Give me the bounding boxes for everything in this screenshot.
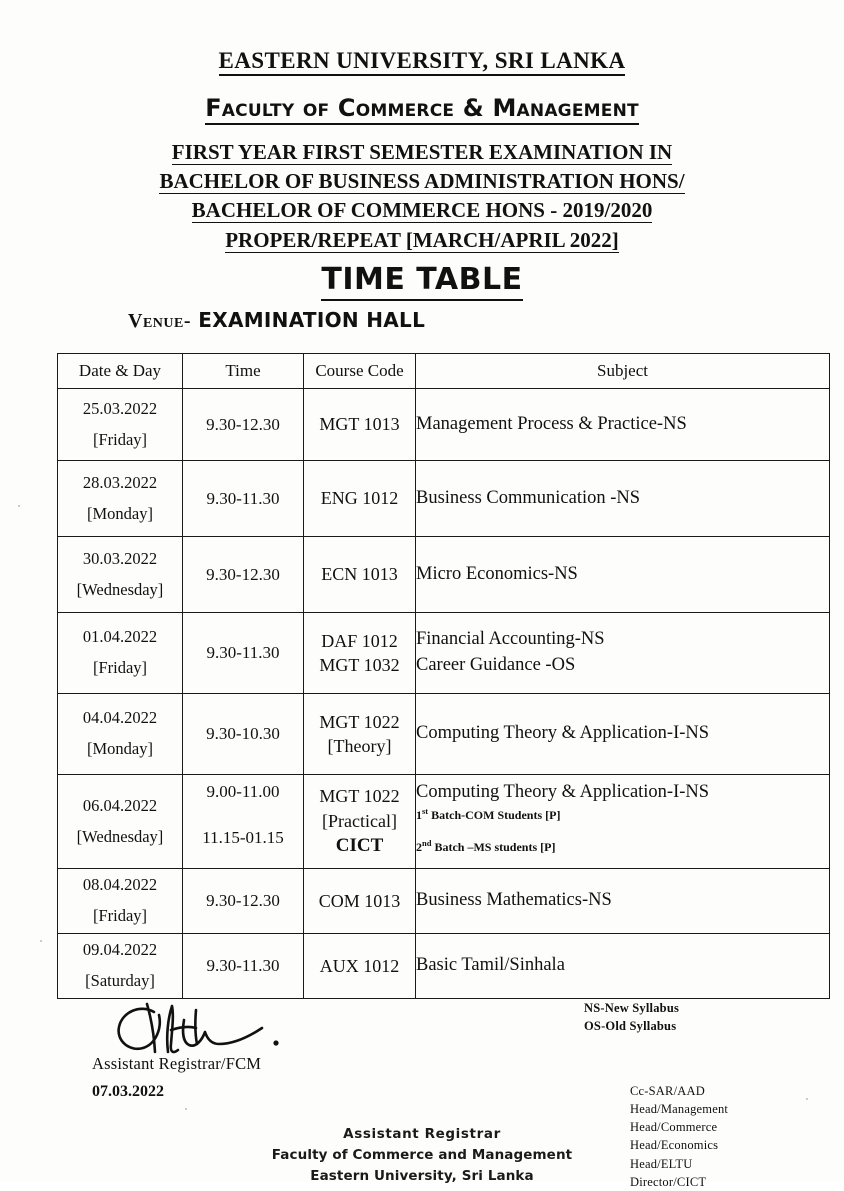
exam-time: 9.30-12.30 bbox=[206, 414, 280, 434]
exam-day: [Wednesday] bbox=[76, 579, 164, 599]
course-code-qualifier: [Practical] bbox=[322, 810, 397, 831]
course-code: COM 1013 bbox=[318, 890, 401, 911]
stamp-line-2: Faculty of Commerce and Management bbox=[271, 1146, 573, 1163]
course-code: ECN 1013 bbox=[321, 564, 398, 585]
exam-day: [Friday] bbox=[92, 906, 148, 925]
venue-value: EXAMINATION HALL bbox=[198, 308, 426, 332]
faculty-name-text: Faculty of Commerce & Management bbox=[205, 94, 639, 125]
cell-date bbox=[58, 934, 183, 999]
timetable bbox=[57, 353, 830, 999]
cell-time bbox=[183, 389, 304, 461]
university-name-text: EASTERN UNIVERSITY, SRI LANKA bbox=[219, 48, 626, 76]
exam-date: 06.04.2022 bbox=[82, 795, 158, 815]
exam-title-line-4-text: PROPER/REPEAT [MARCH/APRIL 2022] bbox=[225, 228, 619, 252]
subject-name: Basic Tamil/Sinhala bbox=[416, 955, 565, 976]
cc-list-item: Director/CICT bbox=[630, 1174, 707, 1189]
column-header-date: Date & Day bbox=[58, 354, 183, 389]
cell-time bbox=[183, 775, 304, 869]
cell-subject bbox=[416, 869, 830, 934]
table-row bbox=[58, 775, 830, 869]
exam-date: 25.03.2022 bbox=[82, 398, 158, 418]
exam-title-line-4 bbox=[0, 228, 844, 253]
university-name bbox=[0, 48, 844, 74]
page-title bbox=[0, 262, 844, 297]
cell-date bbox=[58, 869, 183, 934]
cell-course-code bbox=[304, 934, 416, 999]
table-row bbox=[58, 934, 830, 999]
stamp-line-1: Assistant Registrar bbox=[343, 1126, 501, 1142]
syllabus-legend bbox=[584, 1000, 679, 1036]
scan-speck bbox=[185, 1108, 187, 1110]
cell-subject bbox=[416, 461, 830, 537]
course-code-qualifier: [Theory] bbox=[327, 736, 392, 756]
subject-name: Financial Accounting-NS bbox=[416, 629, 605, 650]
cell-subject bbox=[416, 934, 830, 999]
course-code: MGT 1032 bbox=[319, 655, 400, 675]
time-spacer bbox=[183, 805, 303, 825]
cell-course-code bbox=[304, 537, 416, 613]
signature-date: 07.03.2022 bbox=[92, 1083, 164, 1100]
exam-title-line-2 bbox=[0, 169, 844, 194]
scan-speck bbox=[40, 940, 42, 942]
cell-time bbox=[183, 934, 304, 999]
subject-note-batch-2: 2nd Batch –MS students [P] bbox=[416, 837, 556, 854]
exam-time: 9.00-11.00 bbox=[206, 782, 280, 801]
handwritten-signature-icon bbox=[110, 1000, 325, 1058]
subject-name: Management Process & Practice-NS bbox=[416, 413, 687, 434]
table-row bbox=[58, 537, 830, 613]
exam-day: [Friday] bbox=[92, 658, 148, 677]
cc-list-item: Cc-SAR/AAD bbox=[630, 1084, 705, 1098]
exam-day: [Friday] bbox=[92, 429, 148, 449]
cell-course-code bbox=[304, 694, 416, 775]
cell-course-code bbox=[304, 775, 416, 869]
exam-time: 9.30-11.30 bbox=[206, 488, 280, 508]
cell-date bbox=[58, 775, 183, 869]
cell-subject bbox=[416, 775, 830, 869]
course-code: ENG 1012 bbox=[320, 488, 399, 509]
official-stamp bbox=[0, 1124, 844, 1187]
exam-time: 11.15-01.15 bbox=[202, 827, 284, 847]
cell-date bbox=[58, 694, 183, 775]
table-row bbox=[58, 869, 830, 934]
cell-date bbox=[58, 537, 183, 613]
exam-day: [Saturday] bbox=[85, 971, 155, 990]
scan-speck bbox=[18, 505, 20, 507]
column-header-subject: Subject bbox=[416, 354, 830, 389]
exam-date: 30.03.2022 bbox=[82, 548, 158, 568]
course-code: DAF 1012 bbox=[321, 630, 398, 651]
cell-course-code bbox=[304, 389, 416, 461]
cc-list-item: Head/Management bbox=[630, 1102, 729, 1117]
course-code-centre: CICT bbox=[335, 834, 384, 856]
subject-name: Career Guidance -OS bbox=[416, 655, 576, 675]
exam-date: 01.04.2022 bbox=[82, 627, 158, 647]
course-code: MGT 1022 bbox=[319, 786, 400, 807]
cc-list-item: Head/ELTU bbox=[630, 1156, 693, 1171]
course-code: MGT 1013 bbox=[319, 414, 400, 435]
signatory-title: Assistant Registrar/FCM bbox=[92, 1054, 262, 1073]
exam-date: 09.04.2022 bbox=[82, 940, 158, 960]
cell-date bbox=[58, 613, 183, 694]
faculty-name bbox=[0, 94, 844, 122]
table-row bbox=[58, 694, 830, 775]
exam-title-line-3 bbox=[0, 198, 844, 223]
table-row bbox=[58, 389, 830, 461]
cell-subject bbox=[416, 694, 830, 775]
exam-title-line-1-text: FIRST YEAR FIRST SEMESTER EXAMINATION IN bbox=[171, 140, 673, 164]
ordinal-suffix: st bbox=[422, 805, 429, 816]
cell-subject bbox=[416, 389, 830, 461]
table-row bbox=[58, 613, 830, 694]
subject-name: Business Mathematics-NS bbox=[416, 890, 612, 911]
cell-course-code bbox=[304, 613, 416, 694]
subject-note-batch-1: 1st Batch-COM Students [P] bbox=[416, 805, 561, 822]
cc-list-item: Head/Commerce bbox=[630, 1120, 718, 1135]
column-header-course-code: Course Code bbox=[304, 354, 416, 389]
exam-day: [Monday] bbox=[87, 739, 153, 758]
exam-time: 9.30-12.30 bbox=[206, 891, 280, 911]
exam-title-line-2-text: BACHELOR OF BUSINESS ADMINISTRATION HONS/ bbox=[159, 169, 685, 193]
cell-time bbox=[183, 694, 304, 775]
subject-name: Computing Theory & Application-I-NS bbox=[416, 723, 710, 744]
cc-list-item: Head/Economics bbox=[630, 1138, 719, 1153]
cell-time bbox=[183, 537, 304, 613]
legend-new-syllabus: NS-New Syllabus bbox=[584, 1001, 680, 1015]
venue-line bbox=[128, 308, 425, 333]
note-spacer bbox=[416, 824, 829, 838]
cell-date bbox=[58, 461, 183, 537]
cell-time bbox=[183, 613, 304, 694]
scan-speck bbox=[806, 1098, 808, 1100]
cell-date bbox=[58, 389, 183, 461]
exam-time: 9.30-11.30 bbox=[206, 643, 280, 663]
cell-course-code bbox=[304, 869, 416, 934]
cell-course-code bbox=[304, 461, 416, 537]
page-title-text: TIME TABLE bbox=[321, 262, 522, 301]
venue-label: Venue- bbox=[128, 310, 191, 332]
course-code: AUX 1012 bbox=[319, 955, 400, 976]
exam-day: [Wednesday] bbox=[76, 826, 164, 846]
exam-date: 28.03.2022 bbox=[82, 472, 158, 492]
subject-name: Computing Theory & Application-I-NS bbox=[416, 782, 710, 802]
exam-time: 9.30-12.30 bbox=[206, 564, 280, 584]
exam-date: 04.04.2022 bbox=[82, 708, 158, 728]
cell-time bbox=[183, 461, 304, 537]
exam-time: 9.30-10.30 bbox=[206, 724, 280, 744]
course-code: MGT 1022 bbox=[319, 711, 400, 732]
exam-time: 9.30-11.30 bbox=[206, 956, 280, 976]
exam-date: 08.04.2022 bbox=[82, 875, 158, 895]
signature-block bbox=[92, 1000, 422, 1101]
exam-title-line-3-text: BACHELOR OF COMMERCE HONS - 2019/2020 bbox=[191, 198, 653, 222]
legend-old-syllabus: OS-Old Syllabus bbox=[584, 1018, 677, 1033]
signature-dot bbox=[273, 1040, 278, 1045]
cell-time bbox=[183, 869, 304, 934]
table-row bbox=[58, 461, 830, 537]
ordinal-suffix: nd bbox=[422, 837, 432, 848]
cell-subject bbox=[416, 613, 830, 694]
subject-name: Business Communication -NS bbox=[416, 487, 641, 508]
table-header-row bbox=[58, 354, 830, 389]
column-header-time: Time bbox=[183, 354, 304, 389]
cell-subject bbox=[416, 537, 830, 613]
exam-title-line-1 bbox=[0, 140, 844, 165]
exam-day: [Monday] bbox=[87, 503, 153, 523]
subject-name: Micro Economics-NS bbox=[416, 563, 578, 584]
stamp-line-3: Eastern University, Sri Lanka bbox=[310, 1167, 534, 1184]
